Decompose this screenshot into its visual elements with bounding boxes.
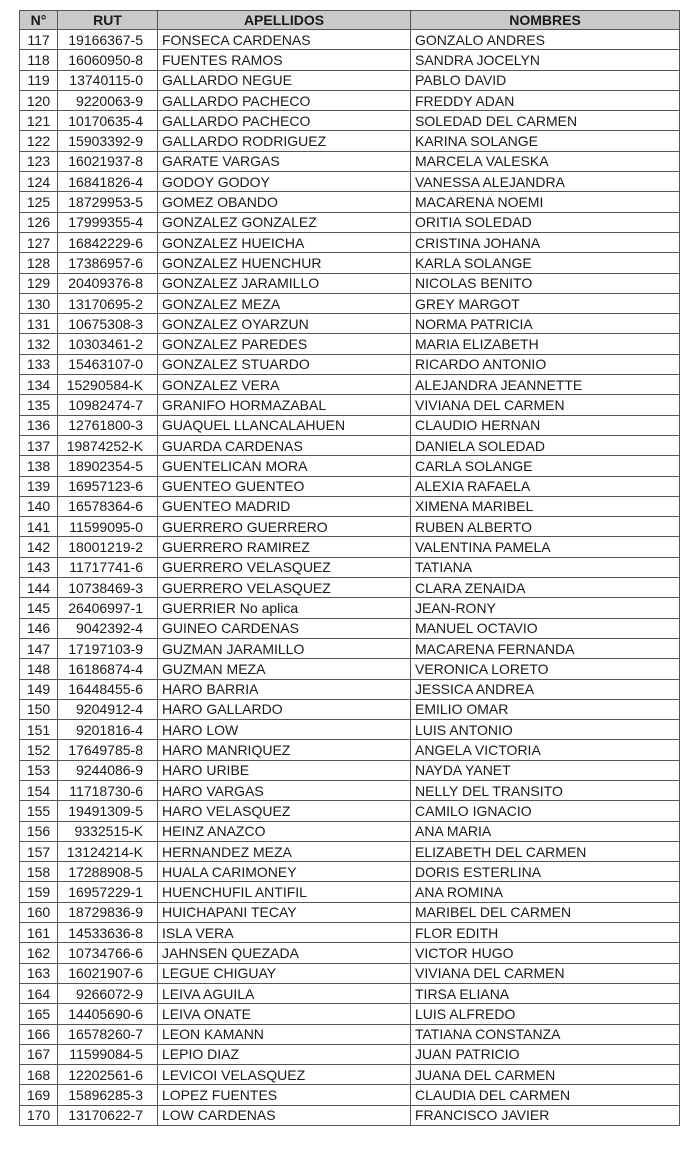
row-number: 139: [20, 476, 58, 496]
table-row: [20, 435, 680, 455]
row-rut: 18001219-2: [58, 537, 158, 557]
row-number: 144: [20, 578, 58, 598]
row-rut: 15463107-0: [58, 354, 158, 374]
row-number: 142: [20, 537, 58, 557]
table-row: [20, 923, 680, 943]
table-row: [20, 456, 680, 476]
row-apellidos: HERNANDEZ MEZA: [158, 841, 411, 861]
row-number: 167: [20, 1044, 58, 1064]
row-apellidos: LEIVA ONATE: [158, 1004, 411, 1024]
table-row: [20, 902, 680, 922]
row-rut: 16957229-1: [58, 882, 158, 902]
table-row: [20, 943, 680, 963]
table-row: [20, 862, 680, 882]
row-nombres: TATIANA CONSTANZA: [411, 1024, 680, 1044]
row-rut: 11717741-6: [58, 557, 158, 577]
table-row: [20, 476, 680, 496]
row-nombres: CLARA ZENAIDA: [411, 578, 680, 598]
row-nombres: NORMA PATRICIA: [411, 314, 680, 334]
table-row: [20, 192, 680, 212]
row-number: 129: [20, 273, 58, 293]
table-row: [20, 1065, 680, 1085]
row-number: 133: [20, 354, 58, 374]
row-number: 162: [20, 943, 58, 963]
table-row: [20, 760, 680, 780]
row-rut: 10982474-7: [58, 395, 158, 415]
table-row: [20, 1044, 680, 1064]
row-number: 121: [20, 111, 58, 131]
row-nombres: ANA ROMINA: [411, 882, 680, 902]
row-nombres: RUBEN ALBERTO: [411, 517, 680, 537]
row-apellidos: GUENTEO MADRID: [158, 496, 411, 516]
row-number: 148: [20, 659, 58, 679]
row-nombres: LUIS ALFREDO: [411, 1004, 680, 1024]
row-apellidos: HARO URIBE: [158, 760, 411, 780]
row-nombres: RICARDO ANTONIO: [411, 354, 680, 374]
row-number: 166: [20, 1024, 58, 1044]
table-row: [20, 1004, 680, 1024]
row-nombres: XIMENA MARIBEL: [411, 496, 680, 516]
row-number: 117: [20, 30, 58, 50]
row-nombres: JEAN-RONY: [411, 598, 680, 618]
row-nombres: CLAUDIO HERNAN: [411, 415, 680, 435]
row-rut: 16957123-6: [58, 476, 158, 496]
row-apellidos: HUALA CARIMONEY: [158, 862, 411, 882]
row-number: 149: [20, 679, 58, 699]
row-rut: 16021937-8: [58, 151, 158, 171]
row-number: 153: [20, 760, 58, 780]
table-row: [20, 253, 680, 273]
table-row: [20, 1085, 680, 1105]
row-nombres: MARIA ELIZABETH: [411, 334, 680, 354]
row-apellidos: LOPEZ FUENTES: [158, 1085, 411, 1105]
row-number: 160: [20, 902, 58, 922]
row-apellidos: ISLA VERA: [158, 923, 411, 943]
row-number: 125: [20, 192, 58, 212]
row-number: 146: [20, 618, 58, 638]
row-number: 127: [20, 232, 58, 252]
row-rut: 9244086-9: [58, 760, 158, 780]
row-number: 123: [20, 151, 58, 171]
table-row: [20, 821, 680, 841]
row-rut: 16578364-6: [58, 496, 158, 516]
row-rut: 17999355-4: [58, 212, 158, 232]
row-rut: 18729953-5: [58, 192, 158, 212]
row-rut: 9201816-4: [58, 720, 158, 740]
row-apellidos: HUENCHUFIL ANTIFIL: [158, 882, 411, 902]
row-nombres: DORIS ESTERLINA: [411, 862, 680, 882]
row-apellidos: HARO MANRIQUEZ: [158, 740, 411, 760]
row-apellidos: GUAQUEL LLANCALAHUEN: [158, 415, 411, 435]
row-apellidos: HARO VARGAS: [158, 780, 411, 800]
row-rut: 14405690-6: [58, 1004, 158, 1024]
row-apellidos: LEGUE CHIGUAY: [158, 963, 411, 983]
row-apellidos: GUERRERO RAMIREZ: [158, 537, 411, 557]
row-rut: 11599084-5: [58, 1044, 158, 1064]
row-number: 120: [20, 90, 58, 110]
table-row: [20, 963, 680, 983]
table-row: [20, 1024, 680, 1044]
row-number: 145: [20, 598, 58, 618]
row-number: 154: [20, 780, 58, 800]
row-apellidos: GUENTELICAN MORA: [158, 456, 411, 476]
row-nombres: JESSICA ANDREA: [411, 679, 680, 699]
row-rut: 12761800-3: [58, 415, 158, 435]
row-apellidos: LEVICOI VELASQUEZ: [158, 1065, 411, 1085]
row-nombres: ANA MARIA: [411, 821, 680, 841]
row-nombres: KARINA SOLANGE: [411, 131, 680, 151]
row-apellidos: GOMEZ OBANDO: [158, 192, 411, 212]
row-apellidos: GONZALEZ PAREDES: [158, 334, 411, 354]
table-row: [20, 679, 680, 699]
row-number: 119: [20, 70, 58, 90]
row-number: 143: [20, 557, 58, 577]
table-row: [20, 415, 680, 435]
table-row: [20, 557, 680, 577]
row-nombres: JUANA DEL CARMEN: [411, 1065, 680, 1085]
row-rut: 13170622-7: [58, 1105, 158, 1125]
table-row: [20, 720, 680, 740]
row-nombres: MANUEL OCTAVIO: [411, 618, 680, 638]
table-row: [20, 638, 680, 658]
row-rut: 16841826-4: [58, 172, 158, 192]
row-number: 124: [20, 172, 58, 192]
row-nombres: JUAN PATRICIO: [411, 1044, 680, 1064]
row-apellidos: GUZMAN MEZA: [158, 659, 411, 679]
row-apellidos: LEON KAMANN: [158, 1024, 411, 1044]
row-apellidos: HUICHAPANI TECAY: [158, 902, 411, 922]
table-row: [20, 578, 680, 598]
row-apellidos: HARO VELASQUEZ: [158, 801, 411, 821]
table-row: [20, 801, 680, 821]
roster-table: [19, 10, 680, 1126]
row-number: 170: [20, 1105, 58, 1125]
row-number: 122: [20, 131, 58, 151]
row-rut: 9042392-4: [58, 618, 158, 638]
row-rut: 10675308-3: [58, 314, 158, 334]
table-row: [20, 354, 680, 374]
row-nombres: FRANCISCO JAVIER: [411, 1105, 680, 1125]
row-rut: 10734766-6: [58, 943, 158, 963]
row-nombres: VALENTINA PAMELA: [411, 537, 680, 557]
row-nombres: TIRSA ELIANA: [411, 983, 680, 1003]
row-number: 164: [20, 983, 58, 1003]
row-number: 150: [20, 699, 58, 719]
row-rut: 17197103-9: [58, 638, 158, 658]
table-row: [20, 740, 680, 760]
row-nombres: NAYDA YANET: [411, 760, 680, 780]
row-nombres: VIVIANA DEL CARMEN: [411, 963, 680, 983]
row-nombres: ANGELA VICTORIA: [411, 740, 680, 760]
row-nombres: VICTOR HUGO: [411, 943, 680, 963]
row-apellidos: GUINEO CARDENAS: [158, 618, 411, 638]
row-apellidos: GALLARDO RODRIGUEZ: [158, 131, 411, 151]
row-rut: 18729836-9: [58, 902, 158, 922]
header-number: N°: [20, 11, 58, 30]
row-number: 118: [20, 50, 58, 70]
document-page: [19, 10, 679, 1126]
row-nombres: NELLY DEL TRANSITO: [411, 780, 680, 800]
table-row: [20, 395, 680, 415]
row-rut: 9266072-9: [58, 983, 158, 1003]
row-rut: 19874252-K: [58, 435, 158, 455]
row-apellidos: GUERRERO GUERRERO: [158, 517, 411, 537]
table-row: [20, 334, 680, 354]
row-apellidos: GONZALEZ MEZA: [158, 293, 411, 313]
row-number: 135: [20, 395, 58, 415]
row-number: 157: [20, 841, 58, 861]
table-row: [20, 151, 680, 171]
row-rut: 13740115-0: [58, 70, 158, 90]
table-row: [20, 882, 680, 902]
row-apellidos: GUERRIER No aplica: [158, 598, 411, 618]
row-rut: 9204912-4: [58, 699, 158, 719]
row-nombres: VIVIANA DEL CARMEN: [411, 395, 680, 415]
header-row: [20, 11, 680, 30]
table-row: [20, 659, 680, 679]
row-apellidos: GALLARDO NEGUE: [158, 70, 411, 90]
table-row: [20, 1105, 680, 1125]
row-rut: 16060950-8: [58, 50, 158, 70]
header-rut: RUT: [58, 11, 158, 30]
table-row: [20, 111, 680, 131]
row-rut: 10170635-4: [58, 111, 158, 131]
row-rut: 15896285-3: [58, 1085, 158, 1105]
row-rut: 26406997-1: [58, 598, 158, 618]
row-nombres: MACARENA FERNANDA: [411, 638, 680, 658]
table-row: [20, 517, 680, 537]
table-row: [20, 212, 680, 232]
row-number: 138: [20, 456, 58, 476]
row-nombres: GREY MARGOT: [411, 293, 680, 313]
row-number: 128: [20, 253, 58, 273]
row-apellidos: GRANIFO HORMAZABAL: [158, 395, 411, 415]
row-apellidos: LEIVA AGUILA: [158, 983, 411, 1003]
table-row: [20, 983, 680, 1003]
row-number: 147: [20, 638, 58, 658]
table-row: [20, 618, 680, 638]
row-number: 168: [20, 1065, 58, 1085]
row-rut: 12202561-6: [58, 1065, 158, 1085]
row-number: 155: [20, 801, 58, 821]
table-row: [20, 598, 680, 618]
row-nombres: SOLEDAD DEL CARMEN: [411, 111, 680, 131]
row-nombres: CAMILO IGNACIO: [411, 801, 680, 821]
row-rut: 9220063-9: [58, 90, 158, 110]
header-apellidos: APELLIDOS: [158, 11, 411, 30]
row-apellidos: GALLARDO PACHECO: [158, 90, 411, 110]
row-number: 136: [20, 415, 58, 435]
row-apellidos: GUZMAN JARAMILLO: [158, 638, 411, 658]
row-rut: 19166367-5: [58, 30, 158, 50]
table-row: [20, 232, 680, 252]
row-apellidos: LOW CARDENAS: [158, 1105, 411, 1125]
row-rut: 16021907-6: [58, 963, 158, 983]
row-rut: 16186874-4: [58, 659, 158, 679]
table-row: [20, 273, 680, 293]
row-nombres: VERONICA LORETO: [411, 659, 680, 679]
table-row: [20, 496, 680, 516]
row-nombres: VANESSA ALEJANDRA: [411, 172, 680, 192]
table-row: [20, 537, 680, 557]
row-rut: 11718730-6: [58, 780, 158, 800]
row-number: 141: [20, 517, 58, 537]
row-number: 169: [20, 1085, 58, 1105]
row-apellidos: GONZALEZ HUENCHUR: [158, 253, 411, 273]
row-rut: 15290584-K: [58, 375, 158, 395]
row-rut: 13124214-K: [58, 841, 158, 861]
row-apellidos: GALLARDO PACHECO: [158, 111, 411, 131]
row-apellidos: GONZALEZ HUEICHA: [158, 232, 411, 252]
table-row: [20, 699, 680, 719]
row-number: 140: [20, 496, 58, 516]
row-number: 126: [20, 212, 58, 232]
row-rut: 17386957-6: [58, 253, 158, 273]
row-nombres: CRISTINA JOHANA: [411, 232, 680, 252]
row-apellidos: HARO GALLARDO: [158, 699, 411, 719]
table-row: [20, 90, 680, 110]
table-row: [20, 131, 680, 151]
table-row: [20, 172, 680, 192]
row-nombres: FREDDY ADAN: [411, 90, 680, 110]
row-rut: 16448455-6: [58, 679, 158, 699]
table-header: [20, 11, 680, 30]
row-nombres: KARLA SOLANGE: [411, 253, 680, 273]
row-apellidos: GONZALEZ VERA: [158, 375, 411, 395]
row-nombres: SANDRA JOCELYN: [411, 50, 680, 70]
row-rut: 19491309-5: [58, 801, 158, 821]
row-rut: 17649785-8: [58, 740, 158, 760]
row-apellidos: FONSECA CARDENAS: [158, 30, 411, 50]
row-rut: 20409376-8: [58, 273, 158, 293]
row-apellidos: GONZALEZ GONZALEZ: [158, 212, 411, 232]
header-nombres: NOMBRES: [411, 11, 680, 30]
row-apellidos: GUARDA CARDENAS: [158, 435, 411, 455]
row-rut: 10303461-2: [58, 334, 158, 354]
row-rut: 16842229-6: [58, 232, 158, 252]
row-nombres: PABLO DAVID: [411, 70, 680, 90]
row-nombres: ALEJANDRA JEANNETTE: [411, 375, 680, 395]
row-apellidos: GONZALEZ OYARZUN: [158, 314, 411, 334]
row-nombres: ORITIA SOLEDAD: [411, 212, 680, 232]
row-number: 134: [20, 375, 58, 395]
row-nombres: ALEXIA RAFAELA: [411, 476, 680, 496]
row-rut: 16578260-7: [58, 1024, 158, 1044]
row-apellidos: GUERRERO VELASQUEZ: [158, 557, 411, 577]
table-row: [20, 293, 680, 313]
row-apellidos: GODOY GODOY: [158, 172, 411, 192]
table-body: [20, 30, 680, 1126]
row-rut: 14533636-8: [58, 923, 158, 943]
table-row: [20, 50, 680, 70]
row-rut: 17288908-5: [58, 862, 158, 882]
row-number: 163: [20, 963, 58, 983]
row-rut: 18902354-5: [58, 456, 158, 476]
row-apellidos: HARO BARRIA: [158, 679, 411, 699]
row-rut: 10738469-3: [58, 578, 158, 598]
row-nombres: EMILIO OMAR: [411, 699, 680, 719]
row-rut: 15903392-9: [58, 131, 158, 151]
row-apellidos: FUENTES RAMOS: [158, 50, 411, 70]
row-number: 159: [20, 882, 58, 902]
row-apellidos: GONZALEZ JARAMILLO: [158, 273, 411, 293]
row-number: 137: [20, 435, 58, 455]
table-row: [20, 314, 680, 334]
row-apellidos: GARATE VARGAS: [158, 151, 411, 171]
table-row: [20, 70, 680, 90]
row-apellidos: GUERRERO VELASQUEZ: [158, 578, 411, 598]
row-number: 151: [20, 720, 58, 740]
row-apellidos: GUENTEO GUENTEO: [158, 476, 411, 496]
row-number: 152: [20, 740, 58, 760]
row-nombres: MARIBEL DEL CARMEN: [411, 902, 680, 922]
row-number: 156: [20, 821, 58, 841]
row-number: 161: [20, 923, 58, 943]
table-row: [20, 780, 680, 800]
row-nombres: ELIZABETH DEL CARMEN: [411, 841, 680, 861]
table-row: [20, 30, 680, 50]
row-apellidos: GONZALEZ STUARDO: [158, 354, 411, 374]
row-rut: 9332515-K: [58, 821, 158, 841]
row-rut: 11599095-0: [58, 517, 158, 537]
row-nombres: GONZALO ANDRES: [411, 30, 680, 50]
row-nombres: FLOR EDITH: [411, 923, 680, 943]
row-apellidos: HEINZ ANAZCO: [158, 821, 411, 841]
row-nombres: MACARENA NOEMI: [411, 192, 680, 212]
row-nombres: NICOLAS BENITO: [411, 273, 680, 293]
row-number: 165: [20, 1004, 58, 1024]
row-apellidos: HARO LOW: [158, 720, 411, 740]
row-nombres: DANIELA SOLEDAD: [411, 435, 680, 455]
row-nombres: MARCELA VALESKA: [411, 151, 680, 171]
row-number: 131: [20, 314, 58, 334]
row-number: 158: [20, 862, 58, 882]
row-nombres: CLAUDIA DEL CARMEN: [411, 1085, 680, 1105]
row-nombres: LUIS ANTONIO: [411, 720, 680, 740]
row-number: 130: [20, 293, 58, 313]
table-row: [20, 375, 680, 395]
row-nombres: CARLA SOLANGE: [411, 456, 680, 476]
row-rut: 13170695-2: [58, 293, 158, 313]
row-apellidos: LEPIO DIAZ: [158, 1044, 411, 1064]
row-apellidos: JAHNSEN QUEZADA: [158, 943, 411, 963]
row-nombres: TATIANA: [411, 557, 680, 577]
row-number: 132: [20, 334, 58, 354]
table-row: [20, 841, 680, 861]
